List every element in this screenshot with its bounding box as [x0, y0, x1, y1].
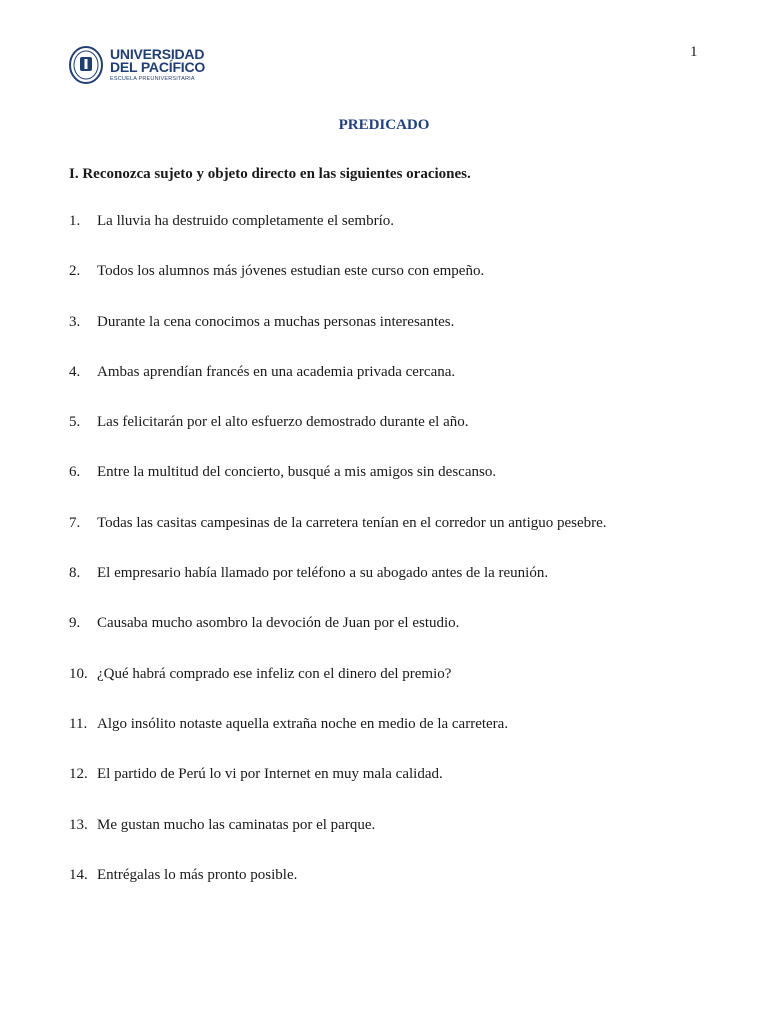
item-text: El partido de Perú lo vi por Internet en muy mala calidad. — [97, 766, 443, 783]
item-number: 8. — [69, 565, 81, 582]
item-number: 6. — [69, 464, 81, 481]
university-logo — [68, 45, 205, 85]
item-text: Todos los alumnos más jóvenes estudian este curso con empeño. — [97, 263, 485, 280]
item-text: Me gustan mucho las caminatas por el parque. — [97, 816, 376, 833]
item-text: El empresario había llamado por teléfono a su abogado antes de la reunión. — [97, 565, 549, 582]
item-number: 13. — [69, 816, 88, 833]
section-heading: I. Reconozca sujeto y objeto directo en las siguientes oraciones. — [69, 166, 471, 182]
item-number: 7. — [69, 514, 81, 531]
list-item — [69, 564, 709, 614]
item-number: 4. — [69, 363, 81, 380]
item-number: 11. — [69, 715, 88, 732]
item-text: Entrégalas lo más pronto posible. — [97, 866, 298, 883]
list-item — [69, 463, 709, 513]
list-item — [69, 363, 709, 413]
item-text: Entre la multitud del concierto, busqué a mis amigos sin descanso. — [97, 464, 497, 481]
list-item — [69, 816, 709, 866]
list-item — [69, 665, 709, 715]
page-title: PREDICADO — [338, 117, 430, 133]
item-number: 12. — [69, 766, 88, 783]
list-item — [69, 413, 709, 463]
item-number: 14. — [69, 866, 88, 883]
item-text: Las felicitarán por el alto esfuerzo demostrado durante el año. — [97, 414, 469, 431]
list-item — [69, 514, 709, 564]
list-item — [69, 313, 709, 363]
logo-text — [110, 45, 206, 83]
item-text: La lluvia ha destruido completamente el sembrío. — [97, 213, 394, 229]
list-item — [69, 866, 709, 916]
exercise-list — [69, 212, 709, 916]
item-text: Causaba mucho asombro la devoción de Juan por el estudio. — [97, 615, 460, 632]
item-number: 2. — [69, 263, 81, 280]
list-item — [69, 715, 709, 765]
item-number: 10. — [69, 665, 88, 682]
item-number: 9. — [69, 615, 81, 632]
logo-line-2: DEL PACÍFICO — [110, 58, 206, 75]
list-item — [69, 765, 709, 815]
list-item — [69, 262, 709, 312]
item-text: Durante la cena conocimos a muchas personas interesantes. — [97, 313, 455, 330]
logo-line-1: UNIVERSIDAD — [110, 45, 205, 62]
list-item — [69, 212, 709, 262]
page-number: 1 — [690, 44, 698, 60]
item-text: Ambas aprendían francés en una academia privada cercana. — [97, 363, 456, 380]
university-seal-icon — [68, 45, 104, 85]
item-number: 5. — [69, 414, 81, 431]
logo-line-3: ESCUELA PREUNIVERSITARIA — [110, 75, 195, 82]
item-text: Algo insólito notaste aquella extraña noche en medio de la carretera. — [97, 715, 509, 732]
item-text: Todas las casitas campesinas de la carretera tenían en el corredor un antiguo pesebre. — [97, 514, 607, 531]
list-item — [69, 614, 709, 664]
item-number: 3. — [69, 313, 81, 330]
item-number: 1. — [69, 213, 81, 229]
item-text: ¿Qué habrá comprado ese infeliz con el dinero del premio? — [97, 665, 452, 682]
